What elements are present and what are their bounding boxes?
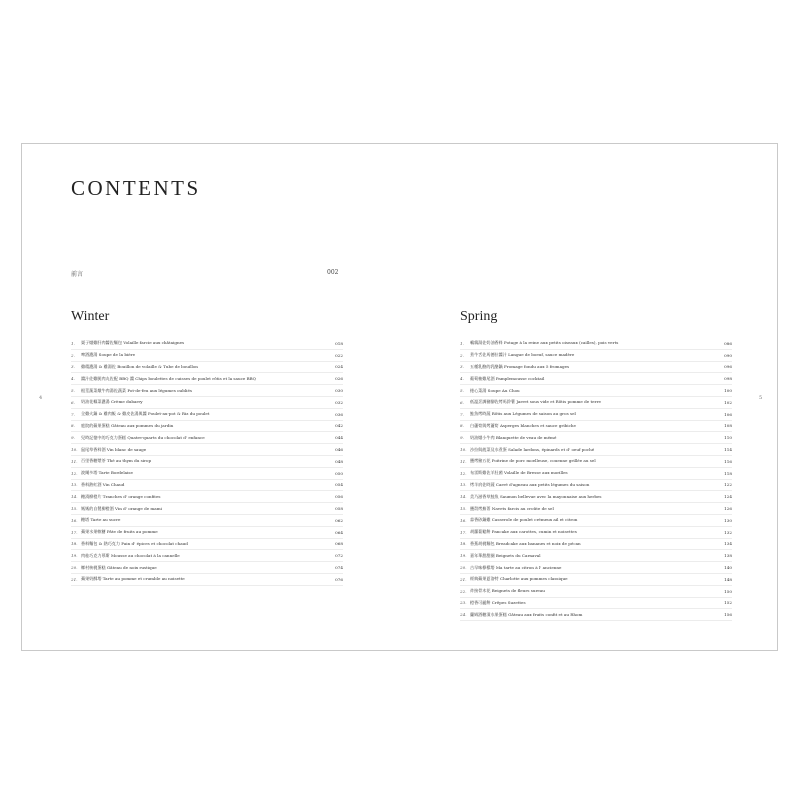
book-spread xyxy=(21,143,778,651)
entry-number: 3. xyxy=(460,364,464,370)
entry-page: 116 xyxy=(724,458,732,464)
entry-title: 鼠尾草香料酒 Vin blanc de sauge xyxy=(81,446,147,452)
entry-title: 香蕉胡桃麵包 Breadcake aux bananes et noix de pécan xyxy=(470,540,581,546)
entry-number: 2. xyxy=(460,352,464,358)
entry-title: 根莖蔬菜燉牛肉湯佐蔬菜 Pot-de-feu aux légumes oubliés xyxy=(81,387,192,393)
toc-entry[interactable] xyxy=(460,444,732,456)
entry-title: 葡萄柚雞尾酒 Pamplemousse cocktail xyxy=(470,375,545,381)
entry-page: 044 xyxy=(335,435,343,441)
entry-title: 栗子燉雞肝肉醬佐麵包 Volaille farcie aux châtaignes xyxy=(81,340,185,346)
entry-number: 14. xyxy=(71,494,78,500)
entry-number: 13. xyxy=(71,482,78,488)
entry-number: 7. xyxy=(460,411,464,417)
entry-title: 醬汁佐雞腿肉丸佐配 BBQ 醬 Chips boulettes de cuisses de poulet rôtis et la sauce BBQ xyxy=(81,375,257,381)
entry-number: 19. xyxy=(71,553,78,559)
entry-title: 橙香可麗餅 Crêpes Suzettes xyxy=(470,599,526,605)
entry-title: 布雷斯雞佐羊肚菌 Volaille de Bresse aux morilles xyxy=(470,470,568,476)
toc-entry[interactable] xyxy=(460,385,732,397)
entry-number: 16. xyxy=(460,517,467,523)
entry-page: 108 xyxy=(724,423,732,429)
toc-entry[interactable] xyxy=(460,456,732,468)
entry-number: 4. xyxy=(71,376,75,382)
entry-title: 奶油燉小牛肉 Blanquette de veau de mémé xyxy=(470,434,557,440)
entry-page: 126 xyxy=(724,506,732,512)
entry-page: 152 xyxy=(724,600,732,606)
toc-entry[interactable] xyxy=(460,397,732,409)
winter-title: Winter xyxy=(71,309,110,324)
toc-entry[interactable] xyxy=(71,397,343,409)
entry-title: 庭院的蘋果蛋糕 Gâteau aux pommes du jardin xyxy=(81,422,174,428)
entry-number: 16. xyxy=(71,517,78,523)
entry-title: 奶油花椰菜濃湯 Crème dubarry xyxy=(81,399,143,405)
entry-title: 胡蘿蔔鬆餅 Pancake aux carottes, cumin et noisettes xyxy=(470,529,577,535)
entry-page: 056 xyxy=(335,494,343,500)
entry-page: 106 xyxy=(724,411,732,417)
left-page-number: 4 xyxy=(39,395,43,401)
entry-title: 香料麵包 & 熱巧克力 Pain d' épices et chocolat chaud xyxy=(81,540,188,546)
entry-page: 018 xyxy=(335,340,343,346)
entry-title: 鹽烤豬五花 Poitrine de porc moelleuse, couenne grillée au sel xyxy=(470,458,596,464)
entry-title: 鄉村核桃蛋糕 Gâteau de noix rustique xyxy=(81,564,157,570)
toc-entry[interactable] xyxy=(460,468,732,480)
entry-number: 1. xyxy=(460,340,464,346)
toc-entry[interactable] xyxy=(71,491,343,503)
toc-entry[interactable] xyxy=(460,491,732,503)
contents-title: CONTENTS xyxy=(71,176,201,200)
entry-page: 046 xyxy=(335,447,343,453)
entry-title: 白蘆筍與烤蘆筍 Asperges blanches et sauce gribiche xyxy=(470,422,576,428)
spring-list xyxy=(460,338,732,621)
entry-page: 030 xyxy=(335,388,343,394)
entry-title: 蘋果奶酥塔 Tarte au pomme et crumble au noisette xyxy=(81,576,185,582)
toc-entry[interactable] xyxy=(460,562,732,574)
entry-page: 118 xyxy=(724,470,732,476)
entry-number: 10. xyxy=(460,447,467,453)
entry-number: 3. xyxy=(71,364,75,370)
entry-title: 嘉年華甜甜圈 Beignets du Carnaval xyxy=(470,552,541,558)
toc-entry[interactable] xyxy=(460,350,732,362)
entry-number: 11. xyxy=(460,458,467,464)
entry-title: 沙拉與菠菜及水煮蛋 Salade lardons, épinards et d' oeuf poché xyxy=(470,446,595,452)
toc-entry[interactable] xyxy=(71,539,343,551)
toc-entry[interactable] xyxy=(460,539,732,551)
toc-entry[interactable] xyxy=(460,432,732,444)
entry-title: 糖漬柳橙片 Tranches d' orange confites xyxy=(81,493,161,499)
entry-page: 130 xyxy=(724,517,732,523)
spring-title: Spring xyxy=(460,309,498,324)
entry-title: 鵪鶉湯佐奶油香料 Potage à la reine aux petits oiseaux (cailles), pois verts xyxy=(470,340,619,346)
toc-entry[interactable] xyxy=(71,574,343,586)
entry-title: 蒜香砂鍋雞 Casserole de poulet crémeux ail et citron xyxy=(470,517,578,523)
entry-title: 百里香糖漿茶 Thé au thym du sirop xyxy=(81,458,152,464)
entry-page: 068 xyxy=(335,541,343,547)
entry-number: 15. xyxy=(460,506,467,512)
entry-number: 5. xyxy=(71,388,75,394)
toc-entry[interactable] xyxy=(71,338,343,350)
toc-entry[interactable] xyxy=(460,527,732,539)
entry-title: 鮭魚烤時蔬 Rôtis aux Légumes de saison au gros sel xyxy=(470,411,576,417)
toc-entry[interactable] xyxy=(71,444,343,456)
entry-number: 12. xyxy=(460,470,467,476)
entry-title: 波爾多塔 Tarte Bordelaise xyxy=(81,470,133,476)
toc-entry[interactable] xyxy=(460,480,732,492)
entry-page: 036 xyxy=(335,411,343,417)
entry-title: 鹽殼烤蕪菁 Navets farcis au croûte de sel xyxy=(470,505,554,511)
toc-entry[interactable] xyxy=(71,456,343,468)
entry-page: 054 xyxy=(335,482,343,488)
toc-entry[interactable] xyxy=(71,362,343,374)
toc-entry[interactable] xyxy=(71,503,343,515)
entry-page: 050 xyxy=(335,470,343,476)
entry-number: 12. xyxy=(71,470,78,476)
entry-number: 13. xyxy=(460,482,467,488)
entry-page: 076 xyxy=(335,576,343,582)
entry-title: 媽媽的自製柳橙酒 Vin d' orange de mami xyxy=(81,505,162,511)
toc-entry[interactable] xyxy=(71,515,343,527)
entry-page: 124 xyxy=(724,494,732,500)
entry-title: 烤羊肩佐時蔬 Carré d'agneau aux petits légumes du saison xyxy=(470,481,590,487)
entry-number: 20. xyxy=(71,565,78,571)
toc-entry[interactable] xyxy=(460,586,732,598)
entry-number: 11. xyxy=(71,458,78,464)
entry-page: 096 xyxy=(724,364,732,370)
toc-entry[interactable] xyxy=(71,432,343,444)
entry-title: 古早味檸檬塔 Ma tarte au citron à l' ancienne xyxy=(470,564,562,570)
toc-entry[interactable] xyxy=(460,409,732,421)
preface-page: 002 xyxy=(327,269,339,276)
toc-entry[interactable] xyxy=(71,550,343,562)
toc-entry[interactable] xyxy=(460,574,732,586)
entry-page: 026 xyxy=(335,376,343,382)
entry-title: 啤酒濃湯 Soupe de la bière xyxy=(81,352,136,358)
toc-entry[interactable] xyxy=(71,373,343,385)
entry-number: 20. xyxy=(460,565,467,571)
entry-number: 5. xyxy=(460,388,464,394)
entry-number: 9. xyxy=(460,435,464,441)
entry-number: 17. xyxy=(460,529,467,535)
entry-page: 042 xyxy=(335,423,343,429)
entry-number: 6. xyxy=(71,399,75,405)
entry-title: 糖塔 Tarte au sucre xyxy=(81,517,121,523)
entry-number: 21. xyxy=(460,576,467,582)
toc-entry[interactable] xyxy=(460,598,732,610)
entry-page: 110 xyxy=(724,435,732,441)
entry-title: 香料熱紅酒 Vin Chaud xyxy=(81,481,125,487)
toc-entry[interactable] xyxy=(71,468,343,480)
entry-number: 2. xyxy=(71,352,75,358)
preface-label[interactable]: 前言 xyxy=(71,271,84,278)
toc-entry[interactable] xyxy=(460,421,732,433)
toc-entry[interactable] xyxy=(71,480,343,492)
entry-title: 低溫烹調豬腳佐烤馬鈴薯 Jarret sous vide et Rôtis pomme de terre xyxy=(470,399,601,405)
entry-title: 兒時記憶中的巧克力蛋糕 Quatre-quarts du chocolat d' enfance xyxy=(81,434,205,440)
toc-entry[interactable] xyxy=(71,409,343,421)
entry-page: 058 xyxy=(335,506,343,512)
toc-entry[interactable] xyxy=(460,515,732,527)
entry-number: 18. xyxy=(460,541,467,547)
entry-title: 美乃滋香草鮭魚 Saumon bellevue avec la mayonnaise aux herbes xyxy=(470,493,602,499)
entry-page: 062 xyxy=(335,517,343,523)
entry-title: 雞精濃湯 & 雞湯佐 Bouillon de volaille & Tube de bouillon xyxy=(81,363,198,369)
toc-entry[interactable] xyxy=(460,373,732,385)
entry-number: 9. xyxy=(71,435,75,441)
entry-page: 140 xyxy=(724,565,732,571)
entry-page: 148 xyxy=(724,576,732,582)
entry-number: 6. xyxy=(460,399,464,405)
entry-number: 18. xyxy=(71,541,78,547)
entry-page: 134 xyxy=(724,541,732,547)
entry-title: 經典蘋果夏洛特 Charlotte aux pommes classique xyxy=(470,576,568,582)
entry-title: 蘭姆酒糖漬水果蛋糕 Gâteau aux fruits confit et au Rhom xyxy=(470,611,583,617)
entry-number: 21. xyxy=(71,576,78,582)
entry-title: 炸接骨木花 Beignets de fleurs sureau xyxy=(470,588,545,594)
entry-page: 022 xyxy=(335,352,343,358)
entry-number: 22. xyxy=(460,588,467,594)
entry-page: 138 xyxy=(724,553,732,559)
entry-page: 114 xyxy=(724,447,732,453)
entry-number: 8. xyxy=(460,423,464,429)
winter-list xyxy=(71,338,343,586)
entry-number: 10. xyxy=(71,447,78,453)
entry-page: 150 xyxy=(724,588,732,594)
toc-entry[interactable] xyxy=(71,421,343,433)
toc-entry[interactable] xyxy=(460,609,732,621)
entry-title: 捲心菜湯 Soupe Au Chou xyxy=(470,387,520,393)
entry-title: 蘋果水果軟糖 Pâte de fruits au pomme xyxy=(81,529,158,535)
entry-page: 098 xyxy=(724,376,732,382)
entry-page: 064 xyxy=(335,529,343,535)
toc-entry[interactable] xyxy=(460,362,732,374)
entry-title: 煮牛舌佐馬德拉醬汁 Langue de boeuf, sauce madère xyxy=(470,352,575,358)
entry-page: 090 xyxy=(724,352,732,358)
entry-number: 17. xyxy=(71,529,78,535)
entry-page: 102 xyxy=(724,399,732,405)
entry-number: 15. xyxy=(71,506,78,512)
entry-number: 23. xyxy=(460,600,467,606)
entry-page: 086 xyxy=(724,340,732,346)
entry-page: 132 xyxy=(724,529,732,535)
entry-number: 14. xyxy=(460,494,467,500)
entry-title: 全雞火鍋 & 雞肉飯 & 雞皮佐湯與醬 Poulet-au-pot & Riz du poulet xyxy=(81,411,210,417)
toc-entry[interactable] xyxy=(460,338,732,350)
toc-entry[interactable] xyxy=(71,385,343,397)
toc-entry[interactable] xyxy=(71,350,343,362)
entry-title: 肉桂巧克力慕斯 Mousse au chocolat à la cannelle xyxy=(81,552,180,558)
entry-number: 7. xyxy=(71,411,75,417)
entry-title: 五種乳酪的乳酪鍋 Fromage fondu aux 5 fromages xyxy=(470,363,570,369)
entry-page: 074 xyxy=(335,565,343,571)
right-page-number: 5 xyxy=(759,395,763,401)
toc-entry[interactable] xyxy=(71,527,343,539)
entry-page: 048 xyxy=(335,458,343,464)
entry-page: 024 xyxy=(335,364,343,370)
entry-page: 122 xyxy=(724,482,732,488)
entry-number: 24. xyxy=(460,612,467,618)
toc-entry[interactable] xyxy=(460,503,732,515)
entry-number: 1. xyxy=(71,340,75,346)
entry-page: 156 xyxy=(724,612,732,618)
toc-entry[interactable] xyxy=(71,562,343,574)
entry-number: 8. xyxy=(71,423,75,429)
entry-number: 4. xyxy=(460,376,464,382)
entry-page: 032 xyxy=(335,399,343,405)
entry-page: 100 xyxy=(724,388,732,394)
entry-number: 19. xyxy=(460,553,467,559)
toc-entry[interactable] xyxy=(460,550,732,562)
entry-page: 072 xyxy=(335,553,343,559)
